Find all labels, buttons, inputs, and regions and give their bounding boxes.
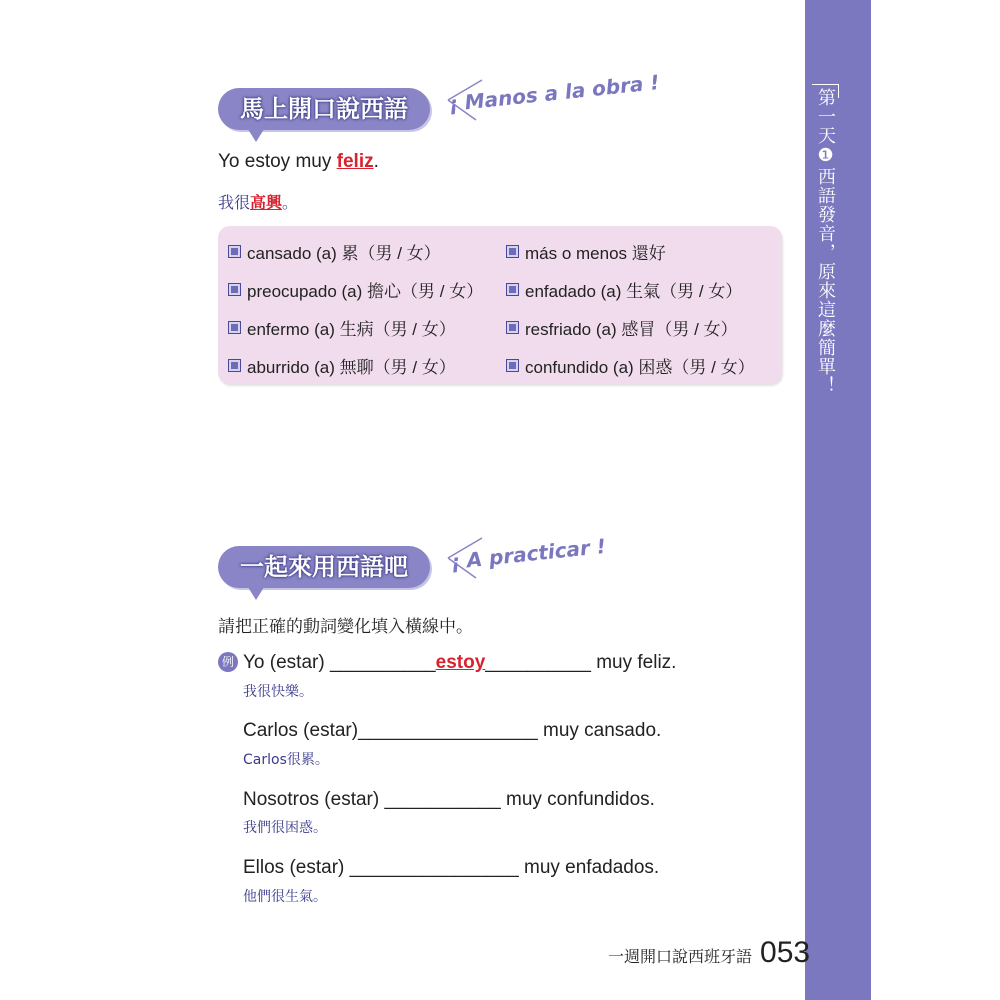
book-title: 一週開口說西班牙語 bbox=[608, 947, 753, 966]
exercise-ending: muy enfadados. bbox=[518, 857, 660, 878]
sentence-highlight: feliz bbox=[336, 151, 374, 172]
exercise-ending: muy confundidos. bbox=[500, 789, 655, 810]
translation-text: 我很 bbox=[218, 193, 251, 212]
chapter-title: 第一天❶西語發音，原來這麼簡單！ bbox=[815, 88, 836, 395]
section1-subtitle: ¡ Manos a la obra ! bbox=[447, 70, 661, 116]
exercise-prompt: Yo (estar) bbox=[243, 652, 330, 673]
exercise-translation: 我們很困惑。 bbox=[243, 820, 327, 836]
bullet-square-icon bbox=[506, 359, 519, 372]
example-badge: 例 bbox=[218, 652, 238, 672]
translation-highlight: 高興 bbox=[250, 193, 283, 212]
answer-blank: __________ bbox=[329, 652, 436, 673]
exercise-line bbox=[243, 720, 661, 742]
exercise-prompt: Nosotros (estar) bbox=[243, 789, 385, 810]
bubble-tail bbox=[246, 584, 266, 600]
sentence-text: Yo estoy muy bbox=[218, 151, 337, 172]
exercise-instruction: 請把正確的動詞變化填入橫線中。 bbox=[218, 617, 473, 637]
exercise-translation: Carlos很累。 bbox=[243, 752, 329, 768]
page-footer bbox=[608, 936, 810, 970]
vocab-item: enfadado (a) 生氣（男 / 女） bbox=[506, 277, 742, 302]
bullet-square-icon bbox=[228, 245, 241, 258]
sentence-end: . bbox=[373, 151, 379, 172]
vocab-item: preocupado (a) 擔心（男 / 女） bbox=[228, 277, 483, 302]
vocab-item: enfermo (a) 生病（男 / 女） bbox=[228, 315, 456, 340]
exercise-translation: 他們很生氣。 bbox=[243, 889, 327, 905]
vocab-item: confundido (a) 困惑（男 / 女） bbox=[506, 353, 755, 378]
example-answer: estoy bbox=[435, 652, 486, 673]
exercise-prompt: Carlos (estar) bbox=[243, 720, 359, 741]
exercise-line bbox=[243, 857, 659, 879]
sentence-translation bbox=[218, 190, 298, 213]
exercise-line bbox=[243, 652, 676, 674]
answer-blank: _________________ bbox=[358, 720, 538, 741]
exercise-line bbox=[243, 789, 655, 811]
bullet-square-icon bbox=[506, 283, 519, 296]
exercise-ending: muy cansado. bbox=[537, 720, 662, 741]
section2-heading: 一起來用西語吧 bbox=[218, 546, 430, 588]
exercise-ending: muy feliz. bbox=[590, 652, 677, 673]
vocab-item: cansado (a) 累（男 / 女） bbox=[228, 239, 441, 264]
bullet-square-icon bbox=[228, 359, 241, 372]
example-sentence bbox=[218, 151, 379, 173]
side-rule bbox=[812, 84, 838, 85]
answer-blank: ___________ bbox=[384, 789, 501, 810]
exercise-prompt: Ellos (estar) bbox=[243, 857, 350, 878]
bullet-square-icon bbox=[228, 283, 241, 296]
page-number: 053 bbox=[760, 936, 811, 969]
vocab-item: aburrido (a) 無聊（男 / 女） bbox=[228, 353, 456, 378]
vocab-item: resfriado (a) 感冒（男 / 女） bbox=[506, 315, 738, 340]
exercise-translation: 我很快樂。 bbox=[243, 684, 313, 700]
section2-subtitle: ¡ A practicar ! bbox=[449, 533, 607, 574]
vocab-item: más o menos 還好 bbox=[506, 239, 666, 264]
answer-blank: __________ bbox=[485, 652, 591, 673]
bullet-square-icon bbox=[228, 321, 241, 334]
section1-heading: 馬上開口說西語 bbox=[218, 88, 430, 130]
translation-end: 。 bbox=[282, 193, 299, 212]
bubble-tail bbox=[246, 126, 266, 142]
side-rule-vertical bbox=[838, 84, 839, 98]
bullet-square-icon bbox=[506, 321, 519, 334]
answer-blank: ________________ bbox=[349, 857, 519, 878]
bullet-square-icon bbox=[506, 245, 519, 258]
